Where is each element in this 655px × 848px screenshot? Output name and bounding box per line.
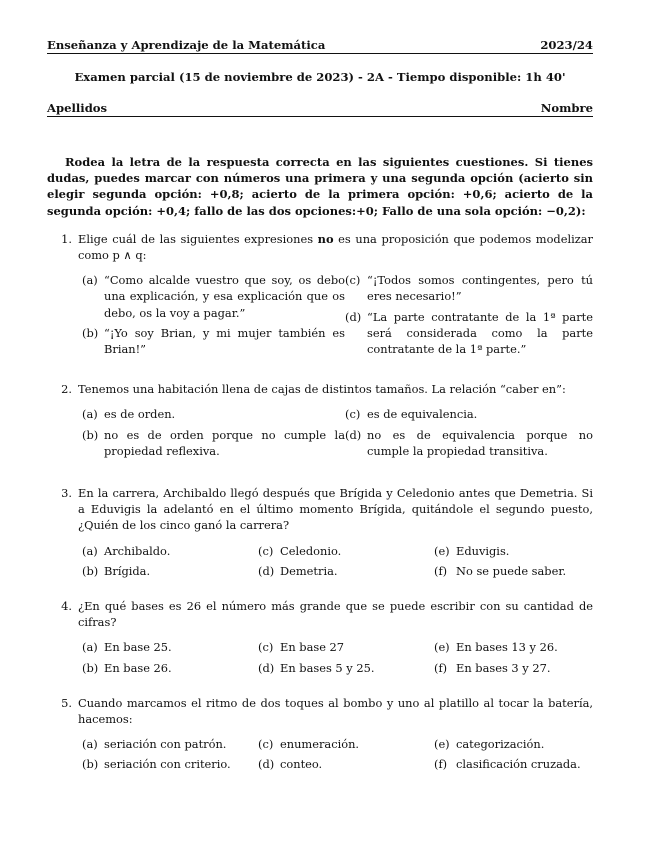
question-text: En la carrera, Archibaldo llegó después que Brígida y Celedonio antes que Demetria. Si a Eduvigis la adelantó en el último momento Brígida, quitándole el segundo puesto, ¿Quién de los cinco ganó la carrera? <box>78 486 593 533</box>
question-number: 3. <box>61 486 72 501</box>
question-1-options <box>82 272 593 361</box>
option-3a[interactable]: (a) Archibaldo. <box>82 543 171 558</box>
question-text: ¿En qué bases es 26 el número más grande que se puede escribir con su cantidad de cifras? <box>78 599 593 630</box>
question-number: 2. <box>61 382 72 397</box>
option-3b[interactable]: (b) Brígida. <box>82 563 151 578</box>
question-2 <box>47 381 593 397</box>
student-name-line[interactable] <box>47 101 593 117</box>
option-4a[interactable]: (a) En base 25. <box>82 640 172 655</box>
question-number: 5. <box>61 695 72 710</box>
option-1c[interactable]: (c) “¡Todos somos contingentes, pero tú eres necesario!” <box>345 273 593 304</box>
option-2b[interactable]: (b) no es de orden porque no cumple la propiedad reflexiva. <box>82 427 345 458</box>
course-header <box>47 38 593 54</box>
option-4f[interactable]: (f) En bases 3 y 27. <box>434 660 551 675</box>
option-4e[interactable]: (e) En bases 13 y 26. <box>434 640 558 655</box>
question-text: Tenemos una habitación llena de cajas de distintos tamaños. La relación “caber en”: <box>78 382 566 397</box>
academic-year: 2023/24 <box>540 38 593 52</box>
option-5a[interactable]: (a) seriación con patrón. <box>82 737 227 752</box>
question-2-options <box>82 406 593 463</box>
option-2a[interactable]: (a) es de orden. <box>82 407 176 422</box>
option-2d[interactable]: (d) no es de equivalencia porque no cumple la propiedad transitiva. <box>345 427 593 458</box>
option-2c[interactable]: (c) es de equivalencia. <box>345 407 478 422</box>
option-5f[interactable]: (f) clasificación cruzada. <box>434 757 581 772</box>
question-text: Cuando marcamos el ritmo de dos toques al bombo y uno al platillo al tocar la batería, hacemos: <box>78 695 593 727</box>
question-3-options <box>82 543 593 579</box>
option-1a[interactable]: (a) “Como alcalde vuestro que soy, os debo una explicación, y esa explicación que os debo, os la voy a pagar.” <box>82 273 345 320</box>
question-5-options <box>82 736 593 772</box>
exam-page <box>47 38 593 773</box>
option-4b[interactable]: (b) En base 26. <box>82 660 172 675</box>
option-3f[interactable]: (f) No se puede saber. <box>434 563 567 578</box>
question-4-options <box>82 639 593 675</box>
option-4d[interactable]: (d) En bases 5 y 25. <box>258 660 375 675</box>
option-5e[interactable]: (e) categorización. <box>434 737 545 752</box>
course-title: Enseñanza y Aprendizaje de la Matemática <box>47 38 326 52</box>
option-1b[interactable]: (b) “¡Yo soy Brian, y mi mujer también es Brian!” <box>82 325 345 357</box>
exam-title: Examen parcial (15 de noviembre de 2023) - 2A - Tiempo disponible: 1h 40' <box>74 70 566 84</box>
option-3c[interactable]: (c) Celedonio. <box>258 543 342 558</box>
option-4c[interactable]: (c) En base 27 <box>258 640 345 655</box>
surname-label: Apellidos <box>47 101 108 115</box>
option-3d[interactable]: (d) Demetria. <box>258 563 338 578</box>
instructions: Rodea la letra de la respuesta correcta en las siguientes cuestiones. Si tienes dudas, puedes marcar con números una primera y una segunda opción (acierto sin elegir segunda opción: +0,8; acierto de la primera opción: +0,6; acierto de la segunda opción: +0,4; fallo de las dos opciones:+0; Fallo de una sola opción: −0,2): <box>47 155 593 218</box>
option-1d[interactable]: (d) “La parte contratante de la 1ª parte será considerada como la parte contratante de la 1ª parte.” <box>345 309 593 357</box>
question-number: 4. <box>61 599 72 614</box>
question-number: 1. <box>61 231 72 246</box>
question-5 <box>47 695 593 727</box>
option-5d[interactable]: (d) conteo. <box>258 757 323 772</box>
question-1 <box>47 231 593 263</box>
option-3e[interactable]: (e) Eduvigis. <box>434 543 510 558</box>
question-4 <box>47 598 593 630</box>
option-5c[interactable]: (c) enumeración. <box>258 737 360 752</box>
option-5b[interactable]: (b) seriación con criterio. <box>82 757 231 772</box>
question-3 <box>47 485 593 534</box>
name-label: Nombre <box>540 101 593 115</box>
question-text: Elige cuál de las siguientes expresiones no es una proposición que podemos modelizar como p ∧ q: <box>78 231 593 263</box>
